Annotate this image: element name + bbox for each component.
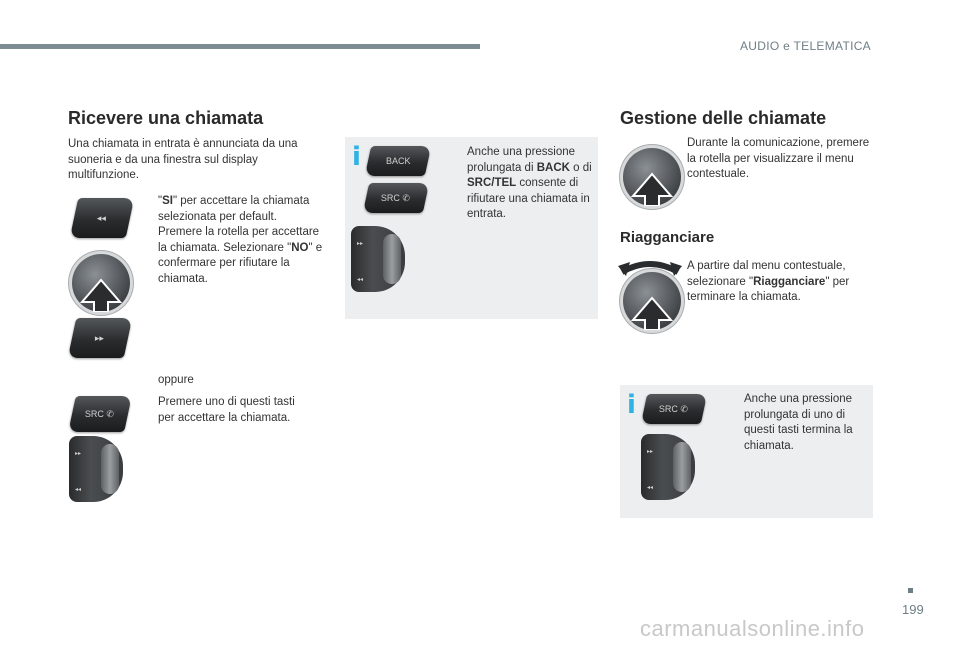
up-arrow-icon	[72, 254, 130, 312]
steering-control-pad-image: ▸▸ ◂◂	[351, 226, 405, 292]
oppure-text: oppure	[158, 374, 194, 386]
fast-forward-icon: ▸▸	[95, 332, 105, 343]
steering-control-pad-image: ▸▸ ◂◂	[69, 436, 123, 502]
during-call-text: Durante la comunicazione, premere la rotella per visualizzare il menu contestuale.	[687, 137, 870, 180]
phone-icon: ✆	[106, 408, 115, 419]
hangup-text: A partire dal menu contestuale, selezionare "Riagganciare" per terminare la chiamata.	[687, 260, 850, 303]
rotary-knob-image	[623, 272, 681, 330]
rotary-knob-image	[72, 254, 130, 312]
rotary-knob-image	[623, 148, 681, 206]
reject-info-text: Anche una pressione prolungata di BACK o di SRC/TEL consente di rifiutare una chiamata in entrata.	[467, 146, 592, 220]
watermark: carmanualsonline.info	[640, 616, 865, 641]
left-title: Ricevere una chiamata	[68, 108, 264, 128]
steering-control-pad-image: ▸▸ ◂◂	[641, 434, 695, 500]
left-intro: Una chiamata in entrata è annunciata da una suoneria e da una finestra sul display multifunzione.	[68, 138, 298, 181]
info-icon: i	[627, 390, 636, 420]
seek-forward-button-image	[68, 318, 133, 358]
press-keys-text: Premere uno di questi tasti per accettare la chiamata.	[158, 396, 295, 424]
phone-icon: ✆	[402, 192, 411, 203]
src-button-image: SRC ✆	[363, 183, 429, 213]
page-marker	[908, 588, 913, 593]
info-icon: i	[352, 142, 361, 172]
accept-instructions: "SI" per accettare la chiamata selezionata per default. Premere la rotella per accettare la chiamata. Selezionare "NO" e confermare per rifiutare la chiamata.	[158, 195, 323, 285]
seek-back-button-image	[70, 198, 135, 238]
up-arrow-icon	[623, 272, 681, 330]
up-arrow-icon	[623, 148, 681, 206]
section-title: AUDIO e TELEMATICA	[740, 39, 871, 53]
hangup-subtitle: Riagganciare	[620, 229, 715, 246]
rewind-icon: ◂◂	[97, 212, 107, 223]
right-title: Gestione delle chiamate	[620, 108, 827, 128]
back-button-image: BACK	[365, 146, 431, 176]
page-number: 199	[902, 602, 924, 617]
header-bar	[0, 44, 480, 49]
src-button-image: SRC ✆	[641, 394, 707, 424]
phone-icon: ✆	[680, 403, 689, 414]
hangup-info-text: Anche una pressione prolungata di uno di questi tasti termina la chiamata.	[744, 393, 853, 452]
src-button-image: SRC ✆	[68, 396, 132, 432]
